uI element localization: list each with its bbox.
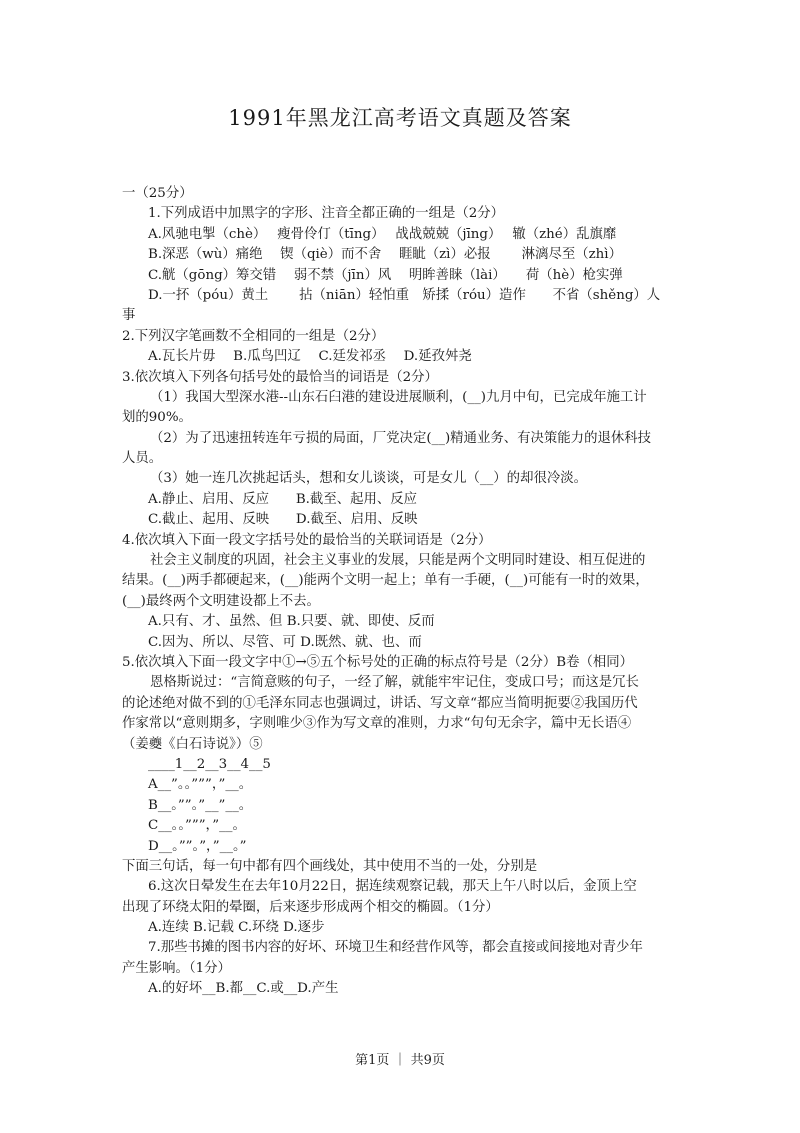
text-line: 作家常以“意则期多，字则唯少③作为写文章的准则，力求“句句无余字，篇中无长语④	[122, 716, 632, 732]
text-line: D__。””。”，”__。”	[148, 838, 247, 854]
text-line: C.因为、所以、尽管、可 D.既然、就、也、而	[148, 634, 422, 650]
text-line: 结果。(__)两手都硬起来，(__)能两个文明一起上；单有一手硬，(__)可能有一时的效果，	[122, 573, 649, 589]
text-line: 人员。	[122, 451, 163, 467]
text-line: A__”。。”””，”__。	[148, 777, 253, 793]
text-line: 产生影响。（1分）	[122, 960, 231, 976]
text-line: （姜夔《白石诗说》）⑤	[122, 736, 263, 752]
text-line: 2.下列汉字笔画数不全相同的一组是（2分）	[122, 328, 385, 344]
text-line: C__。。”””，”__。	[148, 818, 246, 834]
text-line: ____1__2__3__4__5	[148, 756, 271, 772]
document-body	[122, 184, 680, 1000]
text-line: C.觥（gōng）筹交错 弱不禁（jīn）风 明眸善睐（lài） 荷（hè）枪实弹	[148, 267, 623, 283]
text-line: 的论述绝对做不到的①毛泽东同志也强调过，讲话、写文章“都应当简明扼要②我国历代	[122, 695, 638, 711]
text-line: 社会主义制度的巩固，社会主义事业的发展，只能是两个文明同时建设、相互促进的	[150, 553, 646, 569]
text-line: A.瓦长片毋 B.瓜鸟凹辽 C.廷发祁丞 D.延孜舛尧	[148, 349, 472, 365]
text-line: 1.下列成语中加黑字的字形、注音全都正确的一组是（2分）	[148, 206, 505, 222]
text-line: A.静止、启用、反应 B.截至、起用、反应	[148, 491, 418, 507]
text-line: 事	[122, 308, 136, 324]
page-footer: 第1页 ｜ 共9页	[355, 1053, 445, 1068]
text-line: （3）她一连几次挑起话头，想和女儿谈谈，可是女儿（__）的却很冷淡。	[150, 471, 588, 487]
text-line: 划的90%。	[122, 410, 192, 426]
text-line: A.的好坏__B.都__C.或__D.产生	[148, 981, 339, 997]
text-line: 恩格斯说过：“言简意赅的句子，一经了解，就能牢牢记住，变成口号；而这是冗长	[150, 675, 639, 691]
text-line: 4.依次填入下面一段文字括号处的最恰当的关联词语是（2分）	[122, 532, 492, 548]
text-line: A.连续 B.记载 C.环绕 D.逐步	[148, 920, 325, 936]
text-line: （1）我国大型深水港--山东石臼港的建设进展顺利，(__)九月中旬，已完成年施工计	[150, 389, 647, 405]
text-line: B.深恶（wù）痛绝 锲（qiè）而不舍 睚眦（zì）必报 淋漓尽至（zhì）	[148, 247, 622, 263]
text-line: 3.依次填入下列各句括号处的最恰当的词语是（2分）	[122, 369, 438, 385]
text-line: （2）为了迅速扭转连年亏损的局面，厂党决定(__)精通业务、有决策能力的退休科技	[150, 430, 652, 446]
text-line: A.风驰电掣（chè） 瘦骨伶仃（tīng） 战战兢兢（jīng） 辙（zhé）乱旗靡	[148, 226, 617, 242]
text-line: 一（25分）	[122, 186, 193, 201]
text-line: B__。””。”__”__。	[148, 797, 253, 813]
text-line: (__)最终两个文明建设都上不去。	[122, 593, 320, 609]
text-line: A.只有、才、虽然、但 B.只要、就、即使、反而	[148, 614, 435, 630]
text-line: C.截止、起用、反映 D.截至、启用、反映	[148, 512, 418, 528]
text-line: 7.那些书摊的图书内容的好坏、环境卫生和经营作风等，都会直接或间接地对青少年	[148, 940, 643, 956]
text-line: 出现了环绕太阳的晕圈，后来逐步形成两个相交的椭圆。（1分）	[122, 899, 499, 915]
text-line: D.一抔（póu）黄土 拈（niān）轻怕重 矫揉（róu）造作 不省（shěng）人	[148, 287, 661, 303]
text-line: 下面三句话，每一句中都有四个画线处，其中使用不当的一处，分别是	[122, 858, 538, 874]
document-title: 1991年黑龙江高考语文真题及答案	[228, 106, 572, 130]
text-line: 5.依次填入下面一段文字中①→⑤五个标号处的正确的标点符号是（2分）B卷（相同）	[122, 654, 634, 670]
text-line: 6.这次日晕发生在去年10月22日，据连续观察记载，那天上午八时以后，金顶上空	[148, 879, 637, 895]
